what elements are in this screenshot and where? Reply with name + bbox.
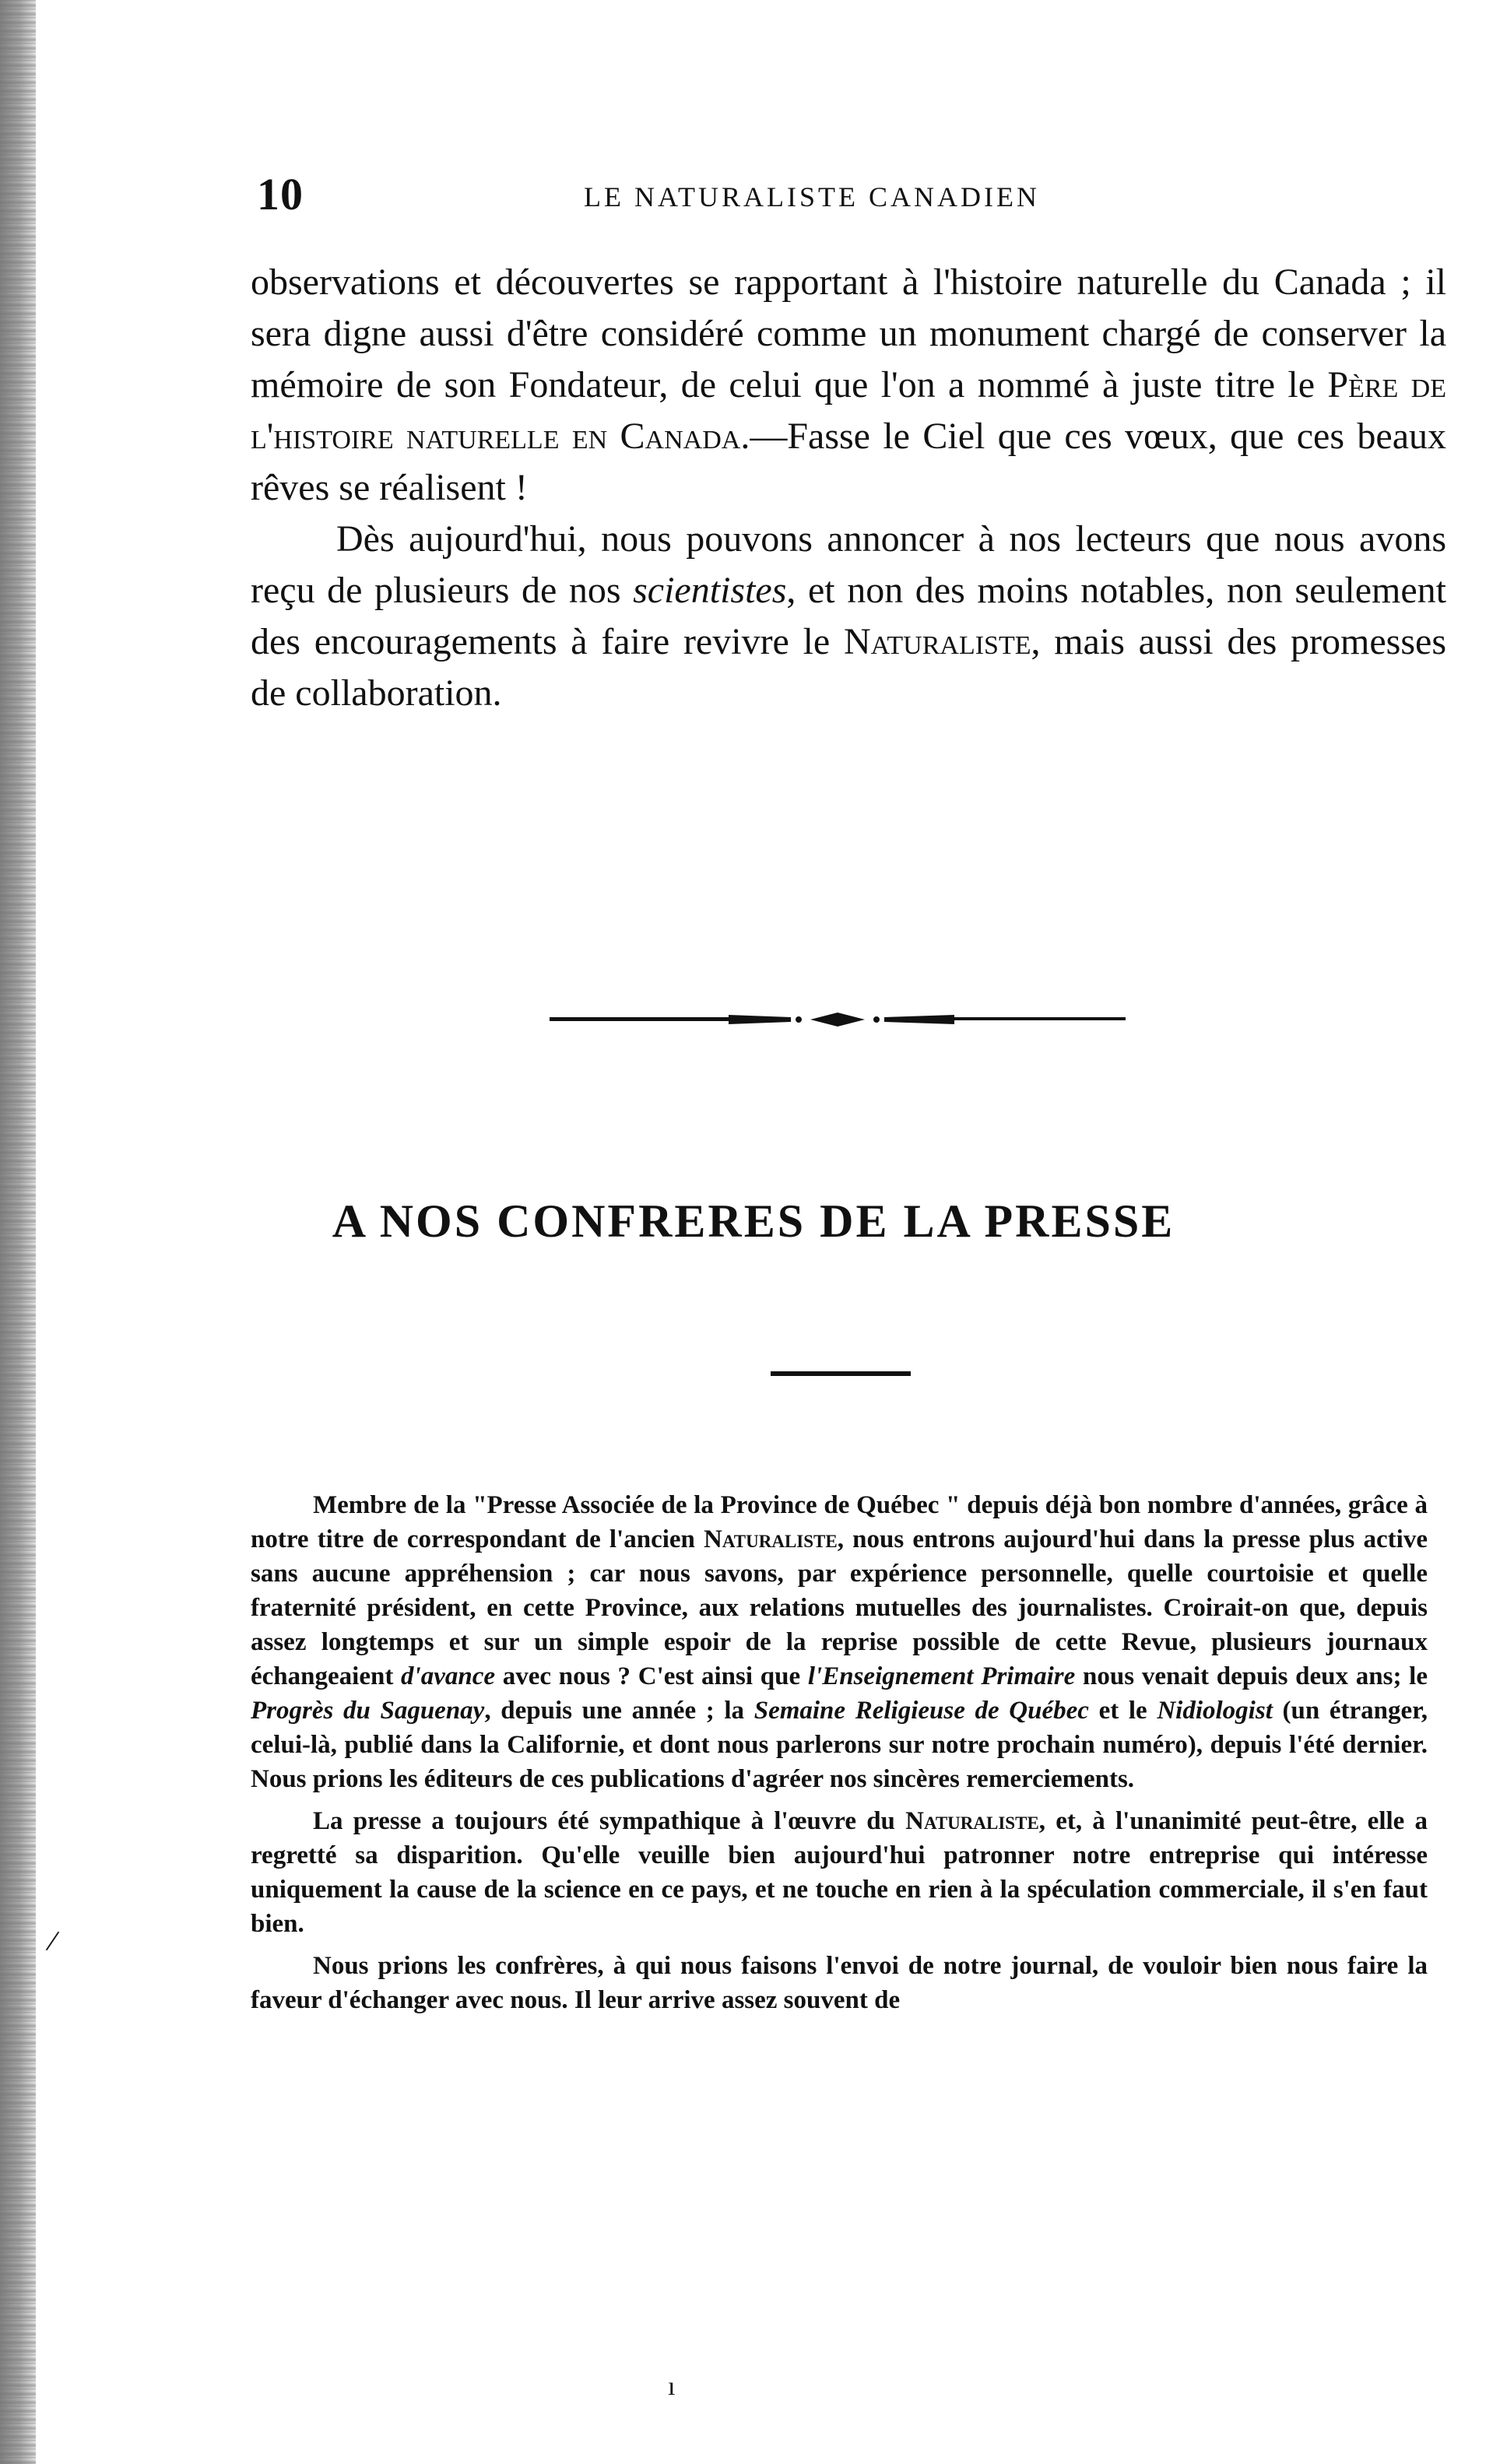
smallcaps-run: Naturaliste	[704, 1525, 838, 1553]
text-run: , et non des moins notables, non seulement des encouragements à faire revivre le	[251, 570, 1447, 662]
section-divider-ornament	[550, 1004, 1126, 1035]
article-paragraph	[251, 1949, 1428, 2017]
title-underline-rule	[771, 1371, 911, 1376]
italic-run: scientistes	[633, 570, 787, 611]
page-number: 10	[257, 169, 304, 219]
article-body	[251, 1488, 1428, 2025]
italic-run: d'avance	[401, 1662, 496, 1690]
article-paragraph	[251, 1488, 1428, 1796]
text-run: et le	[1088, 1697, 1157, 1725]
divider-rule-right	[939, 1017, 1126, 1020]
smallcaps-run: Naturaliste	[905, 1807, 1039, 1835]
text-run: Dès aujourd'hui, nous pouvons annoncer à nos lecteurs que nous avons reçu de plusieurs de nos	[251, 518, 1446, 611]
italic-run: l'Enseignement Primaire	[807, 1662, 1076, 1690]
section-title: A NOS CONFRERES DE LA PRESSE	[332, 1195, 1175, 1247]
text-run: .—Fasse le Ciel que ces vœux, que ces beaux rêves se réalisent !	[251, 416, 1447, 508]
smallcaps-run: Père de l'histoire naturelle en Canada	[251, 364, 1447, 457]
page-bottom-mark: ı	[668, 2372, 676, 2401]
margin-pencil-mark: /	[44, 1922, 61, 1959]
article-paragraph	[251, 1804, 1428, 1941]
running-head: LE NATURALISTE CANADIEN	[584, 181, 1040, 212]
italic-run: Progrès du Saguenay	[251, 1697, 485, 1725]
text-run: Nous prions les confrères, à qui nous faisons l'envoi de notre journal, de vouloir bien nous faire la faveur d'échanger avec nous. Il leur arrive assez souvent de	[251, 1952, 1428, 2014]
italic-run: Nidiologist	[1157, 1697, 1273, 1725]
paragraph-continued	[251, 257, 1446, 514]
text-run: il sera digne aussi d'être considéré comme un monument chargé de conserver la mémoire de son Fondateur, de celui que l'on a nommé à juste titre le	[251, 261, 1447, 405]
text-run: , nous entrons aujourd'hui dans la presse plus active sans aucune appréhension ; car nous savons, par expérience personnelle, quelle courtoisie et quelle fraternité président, en cette Province, aux relations mutuelles des journalistes. Croirait-on que, depuis assez longtemps et sur un simple espoir de la reprise possible de cette Revue, plusieurs journaux échangeaient	[251, 1525, 1428, 1690]
continued-text-block	[251, 257, 1446, 719]
text-run: , et, à l'unanimité peut-être, elle a regretté sa disparition. Qu'elle veuille bien aujourd'hui patronner notre entreprise qui intéresse uniquement la cause de la science en ce pays, et ne touche en rien à la spéculation commerciale, il s'en faut bien.	[251, 1807, 1428, 1938]
text-run: avec nous ? C'est ainsi que	[495, 1662, 808, 1690]
text-run: observations et découvertes se rapportant à l'histoire naturelle du Canada ;	[251, 261, 1411, 303]
text-run: (un étranger, celui-là, publié dans la Californie, et dont nous parlerons sur notre prochain numéro), depuis l'été dernier. Nous prions les éditeurs de ces publications d'agréer nos sincères remerciements.	[251, 1697, 1428, 1793]
text-run: , depuis une année ; la	[484, 1697, 754, 1725]
smallcaps-run: Naturaliste	[843, 621, 1031, 662]
paragraph-announcement	[251, 514, 1446, 719]
text-run: Membre de la "Presse Associée de la Province de Québec " depuis déjà bon nombre d'années, grâce à notre titre de correspondant de l'ancien	[251, 1491, 1428, 1553]
divider-dot	[796, 1016, 802, 1023]
text-run: , mais aussi des promesses de collaboration.	[251, 621, 1446, 714]
text-run: nous venait depuis deux ans; le	[1075, 1662, 1428, 1690]
divider-taper-left	[729, 1015, 791, 1024]
text-run: La presse a toujours été sympathique à l'œuvre du	[313, 1807, 906, 1835]
divider-diamond	[810, 1013, 865, 1027]
italic-run: Semaine Religieuse de Québec	[754, 1697, 1089, 1725]
divider-dot	[873, 1016, 880, 1023]
